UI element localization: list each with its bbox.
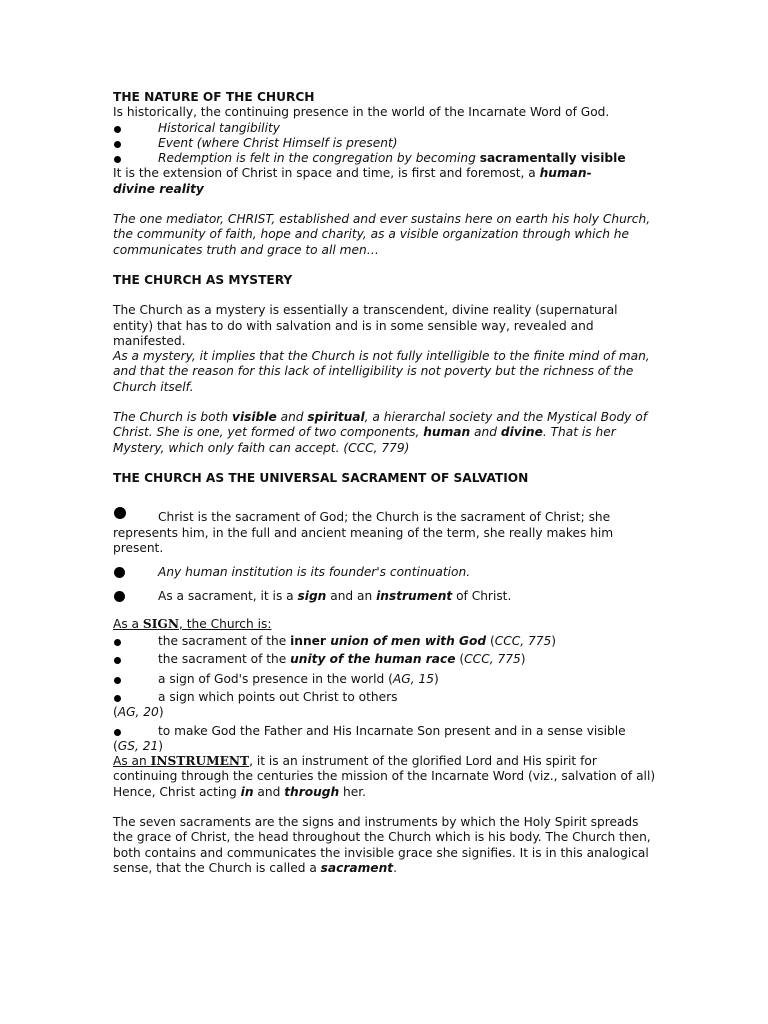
spacer <box>113 258 658 273</box>
spacer <box>113 605 658 617</box>
spacer <box>113 580 658 589</box>
spacer <box>113 556 658 565</box>
sign-item-1: the sacrament of the inner union of men with God (CCC, 775) <box>113 634 658 649</box>
spacer <box>113 395 658 410</box>
nature-intro: Is historically, the continuing presence in the world of the Incarnate Word of God. <box>113 105 610 120</box>
spacer <box>113 501 658 510</box>
nature-extension-cont: divine reality <box>113 181 204 196</box>
spacer <box>113 800 658 815</box>
sign-item-4-ref: (AG, 20) <box>113 705 164 720</box>
sacrament-bullet-2: Any human institution is its founder's continuation. <box>113 565 658 580</box>
closing-paragraph: The seven sacraments are the signs and instruments by which the Holy Spirit spreads the grace of Christ, the head throughout the Church which is his body. The Church then, both contains and communicates the invisible grace she signifies. It is in this analogical sense, that the Church is called a sacrament. <box>113 814 651 875</box>
sacrament-bullet-1: Christ is the sacrament of God; the Church is the sacrament of Christ; she represents him, in the full and ancient meaning of the term, she really makes him present. <box>113 510 658 556</box>
mystery-p2: As a mystery, it implies that the Church is not fully intelligible to the finite mind of man, and that the reason for this lack of intelligibility is not poverty but the richness of the Church itself. <box>113 349 650 394</box>
nature-bullet-3: Redemption is felt in the congregation by becoming sacramentally visible <box>113 151 658 166</box>
sign-item-2: the sacrament of the unity of the human race (CCC, 775) <box>113 652 658 667</box>
nature-quote: The one mediator, CHRIST, established and ever sustains here on earth his holy Church, the community of faith, hope and charity, as a visible organization through which he communicates truth and grace to all men… <box>113 212 651 257</box>
nature-bullet-2: Event (where Christ Himself is present) <box>113 136 658 151</box>
spacer <box>113 288 658 303</box>
spacer <box>113 456 658 471</box>
bullet-icon <box>114 507 126 519</box>
heading-sacrament: THE CHURCH AS THE UNIVERSAL SACRAMENT OF SALVATION <box>113 470 529 485</box>
mystery-p1: The Church as a mystery is essentially a transcendent, divine reality (supernatural entity) that has to do with salvation and is in some sensible way, revealed and manifested. <box>113 303 618 348</box>
document-page <box>113 90 658 876</box>
sign-item-5: to make God the Father and His Incarnate Son present and in a sense visible <box>113 724 658 739</box>
sign-item-4: a sign which points out Christ to others <box>113 690 658 705</box>
sign-item-5-ref: (GS, 21) <box>113 738 163 753</box>
spacer <box>113 486 658 501</box>
spacer <box>113 197 658 212</box>
heading-mystery: THE CHURCH AS MYSTERY <box>113 272 293 287</box>
instrument-paragraph: As an INSTRUMENT, it is an instrument of the glorified Lord and His spirit for continuing through the centuries the mission of the Incarnate Word (viz., salvation of all) Hence, Christ acting in and through her. <box>113 754 656 799</box>
heading-nature: THE NATURE OF THE CHURCH <box>113 90 315 104</box>
nature-extension: It is the extension of Christ in space and time, is first and foremost, a human- <box>113 166 592 181</box>
nature-bullet-1: Historical tangibility <box>113 121 658 136</box>
sacrament-bullet-3: As a sacrament, it is a sign and an instrument of Christ. <box>113 589 658 604</box>
sign-item-3: a sign of God's presence in the world (AG, 15) <box>113 672 658 687</box>
mystery-p3: The Church is both visible and spiritual, a hierarchal society and the Mystical Body of Christ. She is one, yet formed of two components, human and divine. That is her Mystery, which only faith can accept. (CCC, 779) <box>113 410 648 455</box>
sign-lead: As a SIGN, the Church is: <box>113 616 272 631</box>
